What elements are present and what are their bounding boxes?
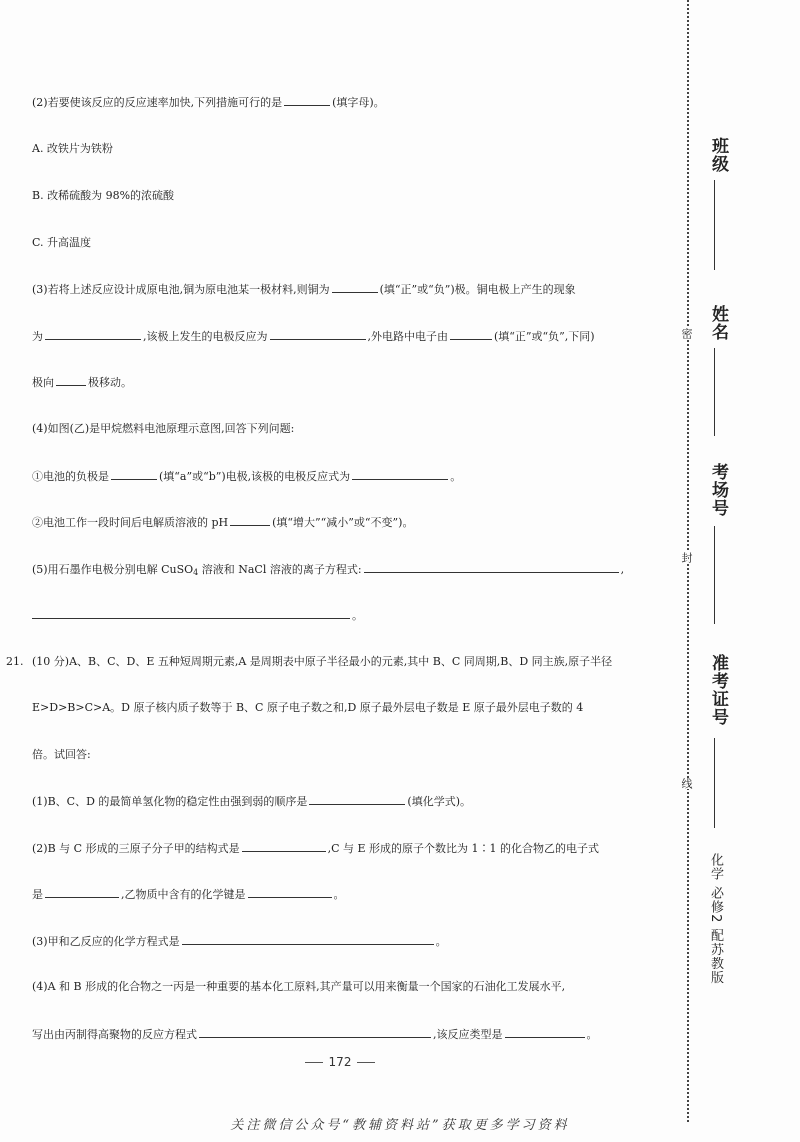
q20-option-b: B. 改稀硫酸为 98%的浓硫酸 <box>32 189 175 202</box>
q20-part5-blank-1[interactable] <box>364 561 619 573</box>
q20-part5-line2 <box>32 607 363 624</box>
q20-part3-text5: ,外电路中电子由 <box>367 330 448 343</box>
page-number-dash-right <box>357 1062 375 1063</box>
q21-part1-text: (1)B、C、D 的最简单氢化物的稳定性由强到弱的顺序是 <box>32 795 308 808</box>
q21-part4-text: 写出由丙制得高聚物的反应方程式 <box>32 1028 197 1041</box>
q20-part4-blank-equation[interactable] <box>352 468 448 480</box>
q20-option-a: A. 改铁片为铁粉 <box>32 142 113 155</box>
q20-part4-blank-ph[interactable] <box>230 514 270 526</box>
q21-part3-text: (3)甲和乙反应的化学方程式是 <box>32 935 180 948</box>
class-label: 班级 <box>708 137 728 173</box>
q20-part3-text7: 极向 <box>32 376 54 389</box>
q21-part2-blank-structure[interactable] <box>242 840 326 852</box>
q20-part3-blank-phenomenon[interactable] <box>45 328 141 340</box>
q20-part4-sub1 <box>32 468 461 485</box>
q21-part4-line2 <box>32 1026 598 1043</box>
q21-stem-line3: 倍。试回答: <box>32 748 91 761</box>
q20-part5-end: 。 <box>352 609 363 622</box>
exam-room-field[interactable] <box>714 526 715 624</box>
q21-part2-text4: ,乙物质中含有的化学键是 <box>121 888 246 901</box>
q20-part3-blank-pole[interactable] <box>332 281 378 293</box>
name-label: 姓名 <box>708 305 728 341</box>
book-label: 化学 必修2 配苏教版 <box>708 853 723 985</box>
page-number-dash-left <box>305 1062 323 1063</box>
q21-part1-blank[interactable] <box>309 793 405 805</box>
q20-part3-blank-reaction[interactable] <box>270 328 366 340</box>
seal2-mark: 封 <box>680 552 693 563</box>
q20-part4-intro: (4)如图(乙)是甲烷燃料电池原理示意图,回答下列问题: <box>32 422 295 435</box>
q21-number: 21. <box>6 655 24 668</box>
q20-part3-text8: 极移动。 <box>88 376 132 389</box>
q20-part2-blank[interactable] <box>284 94 330 106</box>
q21-part2-text3: 是 <box>32 888 43 901</box>
q21-part2-text: (2)B 与 C 形成的三原子分子甲的结构式是 <box>32 842 240 855</box>
q20-part5-blank-2[interactable] <box>32 607 350 619</box>
q21-part4-end: 。 <box>586 1028 598 1041</box>
q21-part3 <box>32 933 447 950</box>
q21-stem-line2: E>D>B>C>A。D 原子核内质子数等于 B、C 原子电子数之和,D 原子最外层电子数是 E 原子最外层电子数的 4 <box>32 701 584 714</box>
q21-part4-line1: (4)A 和 B 形成的化合物之一丙是一种重要的基本化工原料,其产量可以用来衡量一个国家的石油化工发展水平, <box>32 980 566 993</box>
q20-part3-blank-from[interactable] <box>450 328 492 340</box>
q20-part3-text2: (填“正”或“负”)极。铜电极上产生的现象 <box>379 283 576 296</box>
q20-part5-subscript: 4 <box>193 568 199 577</box>
q20-part2-line <box>32 94 385 111</box>
q21-part2-blank-bond[interactable] <box>248 886 332 898</box>
q21-part2-text2: ,C 与 E 形成的原子个数比为 1∶1 的化合物乙的电子式 <box>327 842 599 855</box>
q20-part4-sub2-text: ②电池工作一段时间后电解质溶液的 pH <box>32 516 229 529</box>
q21-part2-line1 <box>32 840 599 857</box>
q20-part4-sub1-end: 。 <box>450 470 462 483</box>
q20-part3-text4: ,该极上发生的电极反应为 <box>143 330 268 343</box>
q21-stem-line1: (10 分)A、B、C、D、E 五种短周期元素,A 是周期表中原子半径最小的元素,其中 B、C 同周期,B、D 同主族,原子半径 <box>32 655 613 668</box>
class-field[interactable] <box>714 180 715 270</box>
q20-part2-suffix: (填字母)。 <box>332 96 385 109</box>
q20-part5-text2: 溶液和 NaCl 溶液的离子方程式: <box>198 563 362 576</box>
q21-part3-end: 。 <box>435 935 447 948</box>
q20-part3-line2 <box>32 328 595 345</box>
q21-part3-blank[interactable] <box>182 933 434 945</box>
q21-part2-blank-electron[interactable] <box>45 886 119 898</box>
q21-part1 <box>32 793 471 810</box>
page-number-value: 172 <box>328 1055 352 1069</box>
q20-part4-sub1-text2: (填“a”或“b”)电极,该极的电极反应式为 <box>159 470 351 483</box>
q20-part4-sub2 <box>32 514 413 531</box>
footer-note: 关注微信公众号“教辅资料站”获取更多学习资料 <box>230 1118 570 1133</box>
q20-part3-text6: (填“正”或“负”,下同) <box>494 330 595 343</box>
q21-part2-end: 。 <box>333 888 345 901</box>
ticket-label: 准考证号 <box>708 654 728 726</box>
q20-part2-text: (2)若要使该反应的反应速率加快,下列措施可行的是 <box>32 96 283 109</box>
name-field[interactable] <box>714 348 715 436</box>
q20-part3-line3 <box>32 374 132 391</box>
ticket-field[interactable] <box>714 738 715 828</box>
line-mark: 线 <box>680 778 693 789</box>
q20-part5-comma: , <box>620 563 625 576</box>
q20-part3-line1 <box>32 281 576 298</box>
q20-part4-blank-electrode[interactable] <box>111 468 157 480</box>
q21-part4-blank-equation[interactable] <box>199 1026 431 1038</box>
exam-room-label: 考场号 <box>708 463 728 517</box>
q20-option-c: C. 升高温度 <box>32 236 92 249</box>
page-number <box>0 1055 680 1069</box>
q21-part4-text2: ,该反应类型是 <box>433 1028 503 1041</box>
q20-part3-text3: 为 <box>32 330 43 343</box>
q20-part3-blank-to[interactable] <box>56 374 86 386</box>
q20-part4-sub2-text2: (填“增大”“减小”或“不变”)。 <box>272 516 414 529</box>
q21-part1-text2: (填化学式)。 <box>407 795 471 808</box>
q20-part5-line1 <box>32 561 624 581</box>
seal-mark: 密 <box>680 328 693 339</box>
q20-part4-sub1-text: ①电池的负极是 <box>32 470 109 483</box>
q20-part3-text: (3)若将上述反应设计成原电池,铜为原电池某一极材料,则铜为 <box>32 283 330 296</box>
q21-part2-line2 <box>32 886 345 903</box>
q20-part5-text: (5)用石墨作电极分别电解 CuSO <box>32 563 194 576</box>
q21-part4-blank-type[interactable] <box>505 1026 585 1038</box>
